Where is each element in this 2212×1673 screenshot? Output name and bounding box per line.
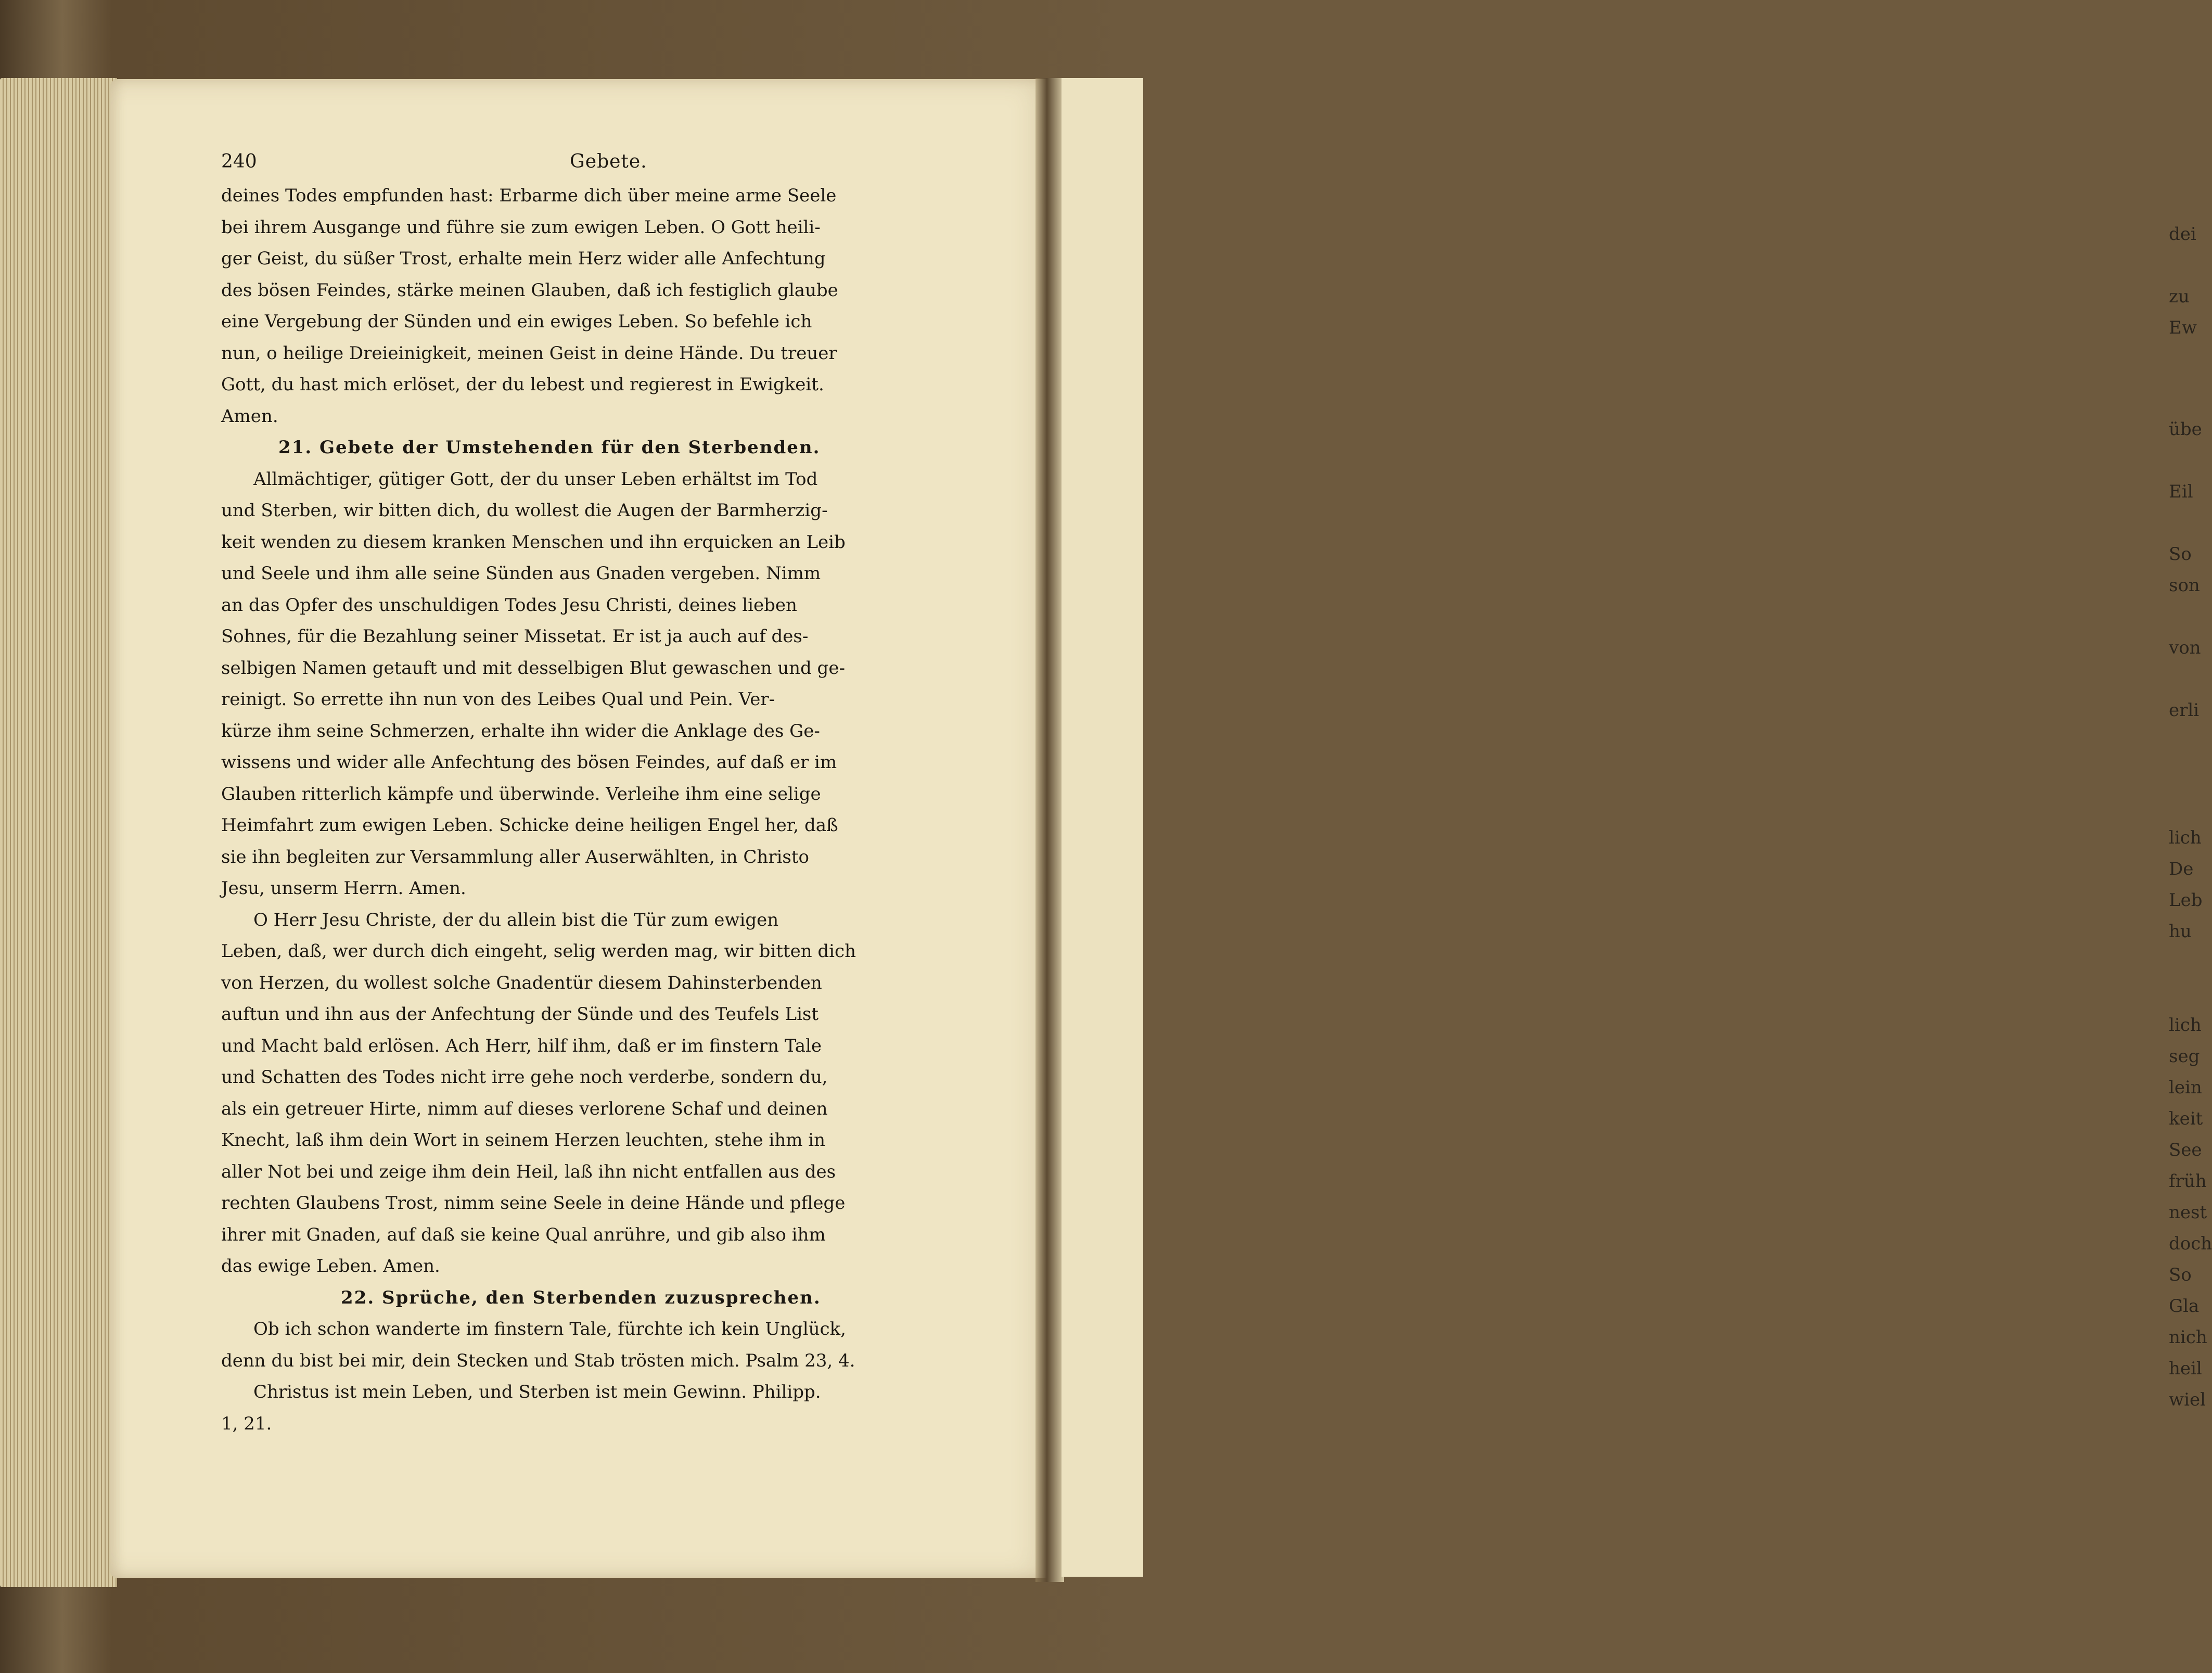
- next-page-fragment: nest: [2169, 1202, 2207, 1223]
- next-page-fragment: hu: [2169, 921, 2192, 942]
- text-line: Glauben ritterlich kämpfe und überwinde. Verleihe ihm eine selige: [221, 783, 821, 804]
- text-line: wissens und wider alle Anfechtung des bösen Feindes, auf daß er im: [221, 752, 837, 773]
- text-line: und Schatten des Todes nicht irre gehe noch verderbe, sondern du,: [221, 1067, 828, 1088]
- text-line: Sohnes, für die Bezahlung seiner Missetat. Er ist ja auch auf des-: [221, 626, 809, 647]
- text-line: auftun und ihn aus der Anfechtung der Sünde und des Teufels List: [221, 1004, 819, 1025]
- next-page-fragment: So: [2169, 1265, 2192, 1285]
- section-heading-21: 21. Gebete der Umstehenden für den Sterbenden.: [278, 437, 821, 458]
- text-line: Gott, du hast mich erlöset, der du lebest und regierest in Ewigkeit.: [221, 374, 824, 395]
- next-page-fragment: Eil: [2169, 481, 2193, 502]
- text-line: ihrer mit Gnaden, auf daß sie keine Qual anrühre, und gib also ihm: [221, 1224, 826, 1245]
- next-page-fragment: De: [2169, 859, 2194, 879]
- next-page-fragment: von: [2169, 637, 2201, 658]
- next-page-fragment: zu: [2169, 286, 2190, 307]
- text-line: bei ihrem Ausgange und führe sie zum ewigen Leben. O Gott heili-: [221, 216, 821, 238]
- book-gutter: [1035, 78, 1064, 1582]
- right-page-edge: [1062, 78, 2212, 1577]
- next-page-fragment: So: [2169, 544, 2192, 565]
- text-line: sie ihn begleiten zur Versammlung aller Auserwählten, in Christo: [221, 846, 809, 867]
- text-line: O Herr Jesu Christe, der du allein bist die Tür zum ewigen: [253, 909, 779, 930]
- page-number: 240: [221, 151, 257, 172]
- page-edges: [0, 78, 117, 1587]
- next-page-fragment: dei: [2169, 224, 2196, 245]
- text-line: Allmächtiger, gütiger Gott, der du unser Leben erhältst im Tod: [253, 468, 818, 490]
- text-line: selbigen Namen getauft und mit desselbigen Blut gewaschen und ge-: [221, 657, 845, 679]
- next-page-fragment: doch: [2169, 1233, 2212, 1254]
- next-page-fragment: seg: [2169, 1046, 2200, 1067]
- text-line: und Sterben, wir bitten dich, du wollest die Augen der Barmherzig-: [221, 500, 828, 521]
- text-line: an das Opfer des unschuldigen Todes Jesu Christi, deines lieben: [221, 594, 797, 616]
- text-line: Leben, daß, wer durch dich eingeht, selig werden mag, wir bitten dich: [221, 941, 856, 962]
- text-line: Ob ich schon wanderte im finstern Tale, fürchte ich kein Unglück,: [253, 1319, 846, 1339]
- text-line: und Macht bald erlösen. Ach Herr, hilf ihm, daß er im finstern Tale: [221, 1035, 822, 1056]
- next-page-fragment: früh: [2169, 1171, 2207, 1192]
- next-page-fragment: keit: [2169, 1108, 2203, 1129]
- text-line: eine Vergebung der Sünden und ein ewiges Leben. So befehle ich: [221, 311, 812, 332]
- text-line: Heimfahrt zum ewigen Leben. Schicke deine heiligen Engel her, daß: [221, 815, 838, 836]
- next-page-fragment: wiel: [2169, 1389, 2206, 1410]
- text-line: Jesu, unserm Herrn. Amen.: [221, 878, 466, 899]
- text-line: aller Not bei und zeige ihm dein Heil, laß ihn nicht entfallen aus des: [221, 1161, 836, 1182]
- text-line: reinigt. So errette ihn nun von des Leibes Qual und Pein. Ver-: [221, 689, 775, 710]
- next-page-fragment: erli: [2169, 700, 2200, 721]
- text-line: rechten Glaubens Trost, nimm seine Seele in deine Hände und pflege: [221, 1193, 846, 1214]
- next-page-fragment: nich: [2169, 1327, 2207, 1348]
- next-page-fragment: See: [2169, 1140, 2202, 1160]
- text-line: nun, o heilige Dreieinigkeit, meinen Geist in deine Hände. Du treuer: [221, 342, 837, 364]
- next-page-fragment: son: [2169, 575, 2200, 596]
- next-page-fragment: lich: [2169, 827, 2202, 848]
- next-page-fragment: Ew: [2169, 317, 2197, 338]
- text-line: 1, 21.: [221, 1413, 272, 1434]
- next-page-fragment: übe: [2169, 419, 2202, 440]
- text-line: als ein getreuer Hirte, nimm auf dieses verlorene Schaf und deinen: [221, 1098, 828, 1119]
- running-head: [221, 151, 1002, 180]
- text-line: Christus ist mein Leben, und Sterben ist mein Gewinn. Philipp.: [253, 1382, 821, 1402]
- text-line: kürze ihm seine Schmerzen, erhalte ihn wider die Anklage des Ge-: [221, 720, 820, 742]
- section-heading-22: 22. Sprüche, den Sterbenden zuzusprechen.: [341, 1287, 821, 1308]
- text-line: deines Todes empfunden hast: Erbarme dich über meine arme Seele: [221, 185, 837, 206]
- text-line: Amen.: [221, 405, 278, 427]
- next-page-fragment: lich: [2169, 1015, 2202, 1036]
- text-line: ger Geist, du süßer Trost, erhalte mein Herz wider alle Anfechtung: [221, 248, 826, 269]
- next-page-fragment: lein: [2169, 1077, 2202, 1098]
- text-line: und Seele und ihm alle seine Sünden aus Gnaden vergeben. Nimm: [221, 563, 821, 584]
- page-text-block: [221, 151, 1002, 1439]
- text-line: keit wenden zu diesem kranken Menschen und ihn erquicken an Leib: [221, 531, 846, 553]
- text-line: denn du bist bei mir, dein Stecken und Stab trösten mich. Psalm 23, 4.: [221, 1350, 855, 1371]
- text-line: Knecht, laß ihm dein Wort in seinem Herzen leuchten, stehe ihm in: [221, 1130, 826, 1151]
- text-line: des bösen Feindes, stärke meinen Glauben, daß ich festiglich glaube: [221, 279, 838, 301]
- next-page-fragment: Leb: [2169, 890, 2203, 911]
- text-line: von Herzen, du wollest solche Gnadentür diesem Dahinsterbenden: [221, 972, 822, 993]
- running-title: Gebete.: [570, 151, 647, 172]
- next-page-fragment: heil: [2169, 1358, 2202, 1379]
- next-page-fragment: Gla: [2169, 1296, 2200, 1317]
- text-line: das ewige Leben. Amen.: [221, 1256, 440, 1276]
